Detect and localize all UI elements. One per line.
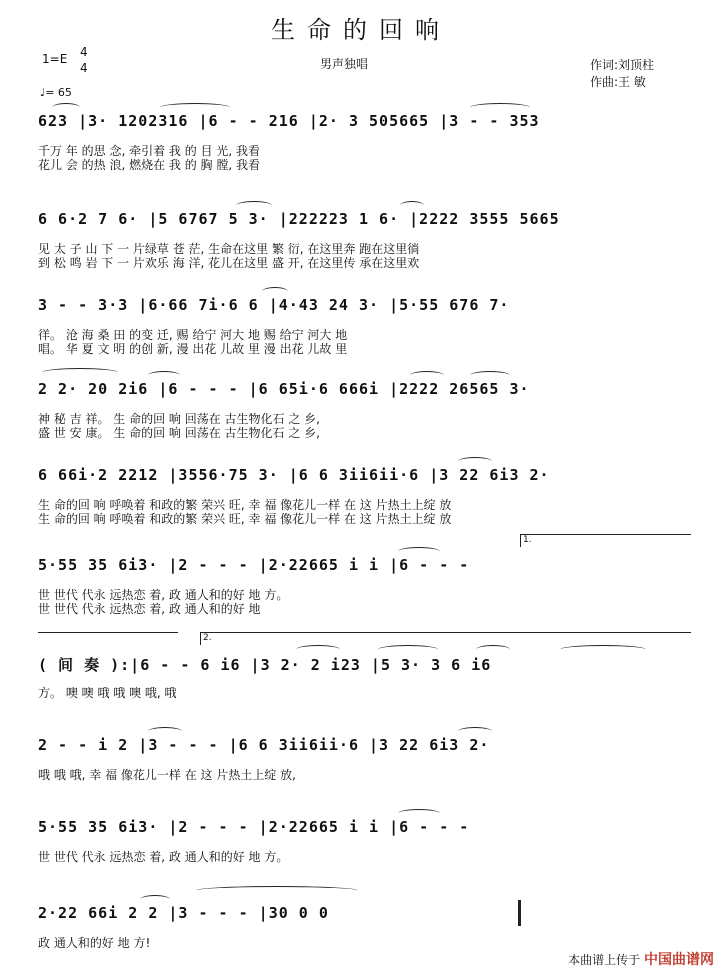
- time-sig-bottom: 4: [80, 61, 88, 75]
- composer-credit: 作曲:王 敏: [590, 75, 646, 89]
- notation-line: 6 6·2 7 6· |5 6767 5 3· |222223 1 6· |2222 3555 5665: [38, 210, 560, 228]
- time-sig-top: 4: [80, 45, 88, 59]
- time-signature: [80, 44, 88, 76]
- lyrics-verse-1: 世 世代 代永 远热恋 着, 政 通人和的好 地 方。: [38, 588, 289, 602]
- notation-line: 2 - - i 2 |3 - - - |6 6 3ii6ii·6 |3 22 6i3 2·: [38, 736, 490, 754]
- notation-line: 2 2· 20 2i6 |6 - - - |6 65i·6 666i |2222 26565 3·: [38, 380, 530, 398]
- lyrics-verse-2: 世 世代 代永 远热恋 着, 政 通人和的好 地: [38, 602, 261, 616]
- footer-prefix: 本曲谱上传于: [568, 953, 641, 967]
- lyricist-credit: 作词:刘顶柱: [590, 58, 655, 72]
- site-logo[interactable]: 中国曲谱网: [644, 952, 714, 968]
- lyrics-verse-1: 千万 年 的思 念, 牵引着 我 的 目 光, 我看: [38, 144, 260, 158]
- performance-type: 男声独唱: [320, 57, 369, 71]
- page-title: 生命的回响: [271, 16, 451, 44]
- final-barline: [518, 900, 521, 926]
- lyrics-verse-2: 生 命的回 响 呼唤着 和政的繁 荣兴 旺, 幸 福 像花儿一样 在 这 片热土上绽 放: [38, 512, 452, 526]
- tempo-mark: ♩= 65: [40, 86, 72, 99]
- notation-line: 3 - - 3·3 |6·66 7i·6 6 |4·43 24 3· |5·55 676 7·: [38, 296, 510, 314]
- volta-1: 1.: [520, 534, 691, 547]
- lyrics-verse-2: 花儿 会 的热 浪, 燃烧在 我 的 胸 膛, 我看: [38, 158, 260, 172]
- lyrics-line: 方。 噢 噢 哦 哦 噢 哦, 哦: [38, 686, 177, 700]
- volta-2: 2.: [200, 632, 691, 645]
- lyrics-verse-1: 徉。 沧 海 桑 田 的变 迁, 赐 给宁 河大 地 赐 给宁 河大 地: [38, 328, 348, 342]
- lyrics-verse-1: 生 命的回 响 呼唤着 和政的繁 荣兴 旺, 幸 福 像花儿一样 在 这 片热土上绽 放: [38, 498, 452, 512]
- notation-line: 5·55 35 6i3· |2 - - - |2·22665 i i |6 - - -: [38, 556, 470, 574]
- lyrics-verse-2: 唱。 华 夏 文 明 的创 新, 漫 出花 儿故 里 漫 出花 儿故 里: [38, 342, 348, 356]
- lyrics-verse-1: 见 太 子 山 下 一 片绿草 苍 茫, 生命在这里 繁 衍, 在这里奔 跑在这里徜: [38, 242, 420, 256]
- notation-line: 6 66i·2 2212 |3556·75 3· |6 6 3ii6ii·6 |3 22 6i3 2·: [38, 466, 550, 484]
- notation-line: 623 |3· 1202316 |6 - - 216 |2· 3 505665 |3 - - 353: [38, 112, 540, 130]
- lyrics-verse-2: 到 松 鸣 岩 下 一 片欢乐 海 洋, 花儿在这里 盛 开, 在这里传 承在这里欢: [38, 256, 420, 270]
- notation-line: ( 间 奏 ):|6 - - 6 i6 |3 2· 2 i23 |5 3· 3 6 i6: [38, 656, 492, 674]
- notation-line: 5·55 35 6i3· |2 - - - |2·22665 i i |6 - - -: [38, 818, 470, 836]
- lyrics-verse-1: 神 秘 吉 祥。 生 命的回 响 回荡在 古生物化石 之 乡,: [38, 412, 320, 426]
- staff-line: [38, 632, 178, 633]
- lyrics-line: 哦 哦 哦, 幸 福 像花儿一样 在 这 片热土上绽 放,: [38, 768, 296, 782]
- key-signature: 1=E: [42, 52, 68, 66]
- lyrics-line: 政 通人和的好 地 方!: [38, 936, 151, 950]
- notation-line: 2·22 66i 2 2 |3 - - - |30 0 0: [38, 904, 329, 922]
- lyrics-verse-2: 盛 世 安 康。 生 命的回 响 回荡在 古生物化石 之 乡,: [38, 426, 320, 440]
- lyrics-line: 世 世代 代永 远热恋 着, 政 通人和的好 地 方。: [38, 850, 289, 864]
- footer-credit: [568, 949, 714, 969]
